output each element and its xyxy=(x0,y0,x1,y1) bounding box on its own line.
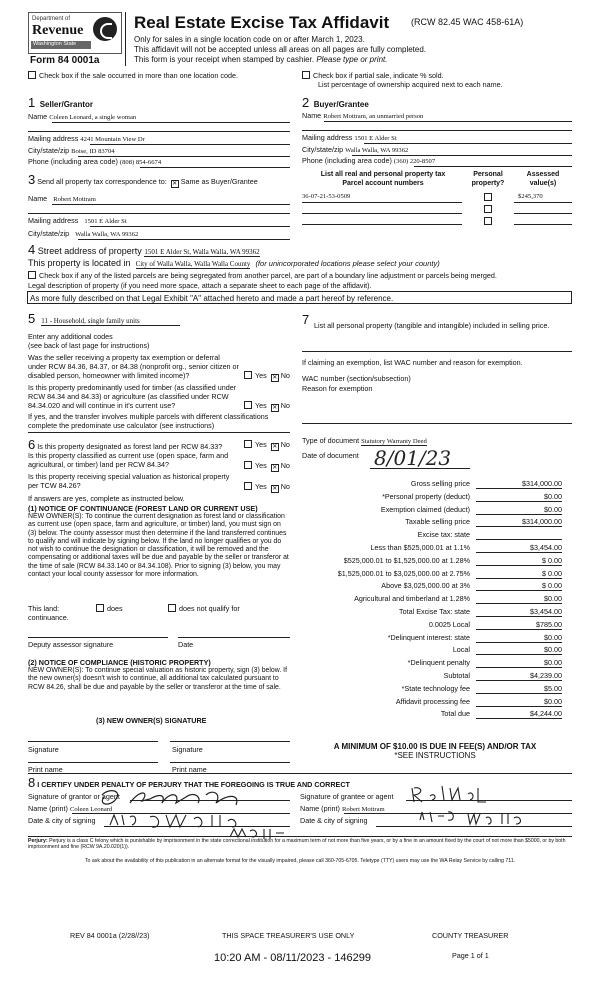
q6a-yes-checkbox[interactable] xyxy=(244,440,252,448)
fee-amount[interactable]: $0.00 xyxy=(476,657,562,668)
doc-date[interactable]: 8/01/23 xyxy=(374,446,452,470)
continuance-label: continuance. xyxy=(28,613,69,622)
q2-no-checkbox[interactable]: ✕ xyxy=(272,405,278,411)
correspondence-label: Send all property tax correspondence to: xyxy=(37,177,167,186)
exemption-question: Was the seller receiving a property tax exemption or deferral under RCW 84.36, 84.37, or 84.38 (nonprofit org., senior citizen or disabled person, homeowner with limited income)? xyxy=(28,353,239,380)
seller-name[interactable]: Coleen Leonard, a single woman xyxy=(49,114,137,121)
fee-row xyxy=(300,491,562,503)
multi-location-checkbox[interactable] xyxy=(28,71,36,79)
fee-amount[interactable]: $0.00 xyxy=(476,491,562,502)
corr-city[interactable]: Walla Walla, WA 99362 xyxy=(75,231,139,238)
timber-question: Is this property predominantly used for timber (as classified under RCW 84.34 and 84.33) or agriculture (as classified under RCW 84.34.020 and will continue in it's current use? xyxy=(28,383,237,410)
fee-label: Subtotal xyxy=(443,671,470,680)
section8-num: 8 xyxy=(28,775,36,790)
fee-label: Gross selling price xyxy=(410,479,470,488)
street-label: Street address of property xyxy=(37,246,142,256)
personal-col-header2: property? xyxy=(471,180,505,187)
fee-amount[interactable]: $314,000.00 xyxy=(476,516,562,527)
assessed-col-header: Assessed xyxy=(526,171,560,178)
fee-label: Total Excise Tax: state xyxy=(399,607,470,616)
fee-row xyxy=(300,683,562,695)
buyer-name[interactable]: Robert Mottram, an unmarried person xyxy=(323,113,424,120)
grantor-name-label: Name (print) xyxy=(28,804,68,813)
same-as-buyer-label: Same as Buyer/Grantee xyxy=(180,177,258,186)
seller-name-label: Name xyxy=(28,112,48,121)
partial-sale-label: Check box if partial sale, indicate % sold. xyxy=(313,71,444,80)
notice-continuance-title: (1) NOTICE OF CONTINUANCE (FOREST LAND OR CURRENT USE) xyxy=(28,504,258,513)
this-land-label: This land: xyxy=(28,604,60,613)
section6-num: 6 xyxy=(28,437,36,452)
q2-yes-checkbox[interactable] xyxy=(244,401,252,409)
assessed-col-header2: value(s) xyxy=(529,180,557,187)
notice-continuance-text: NEW OWNER(S): To continue the current designation as forest land or classification as current use (open space, farm and agriculture, or timber) land, you must sign on (3) below. The county assessor must then determine if the land transferred continues to qualify and will indicate by signing below. If the land no longer qualifies or you do not wish to continue the designation or classification, it will be removed and the compensating or additional taxes will be due and payable by the seller or transferor at the time of sale (RCW 84.33.140 or 84.34.108). Prior to signing (3) below, you may contact your local county assessor for more information. xyxy=(28,513,289,579)
section5-num: 5 xyxy=(28,311,36,326)
q6c-no-label: No xyxy=(280,482,290,491)
legal-description[interactable]: As more fully described on that Legal Exhibit "A" attached hereto and made a part hereof by reference. xyxy=(27,291,572,304)
fee-row xyxy=(300,555,562,567)
fee-label: *Delinquent interest: state xyxy=(387,632,470,642)
fee-row xyxy=(300,478,562,490)
does-not-label: does not qualify for xyxy=(179,604,240,613)
buyer-name-label: Name xyxy=(302,111,322,120)
fee-amount[interactable]: $785.00 xyxy=(476,619,562,630)
personal-property-checkbox-2[interactable] xyxy=(484,205,492,213)
minimum-fee-note: A MINIMUM OF $10.00 IS DUE IN FEE(S) AND/OR TAX xyxy=(333,742,537,751)
fee-label: Local xyxy=(452,645,470,655)
personal-property-checkbox-1[interactable] xyxy=(484,193,492,201)
deputy-signature-label: Deputy assessor signature xyxy=(28,640,114,649)
q6b-yes-label: Yes xyxy=(255,461,267,470)
fee-amount[interactable]: $4,244.00 xyxy=(476,708,562,719)
county-treasurer-label: COUNTY TREASURER xyxy=(432,931,509,940)
grantee-signature-label: Signature of grantee or agent xyxy=(300,792,394,801)
fee-label: $525,000.01 to $1,525,000.00 at 1.28% xyxy=(343,555,470,565)
multi-location-label: Check box if the sale occurred in more than one location code. xyxy=(39,71,238,80)
buyer-city-label: City/state/zip xyxy=(302,145,344,154)
corr-mailing-label: Mailing address xyxy=(28,216,79,225)
parcel-col-header2: Parcel account numbers xyxy=(342,180,424,187)
grantee-date-label: Date & city of signing xyxy=(300,816,368,825)
fee-amount[interactable] xyxy=(476,529,562,540)
corr-city-label: City/state/zip xyxy=(28,229,70,238)
historic-question: Is this property receiving special valuation as historical property per TCW 84.26? xyxy=(28,472,230,490)
fee-amount[interactable]: $4,239.00 xyxy=(476,670,562,681)
buyer-heading: Buyer/Grantee xyxy=(313,100,369,109)
ada-note: To ask about the availability of this publication in an alternate format for the visually impaired, please call 360-705-6705. Teletype (TTY) users may use the WA Relay Service by calling 711. xyxy=(84,858,516,864)
fee-row xyxy=(300,632,562,644)
q2-yes-label: Yes xyxy=(255,401,267,410)
reason-label: Reason for exemption xyxy=(302,384,373,393)
fee-amount[interactable]: $0.00 xyxy=(476,504,562,515)
fee-row xyxy=(300,670,562,682)
property-located[interactable]: City of Walla Walla, Walla Walla County xyxy=(135,260,251,268)
header-line2: This affidavit will not be accepted unless all areas on all pages are fully completed. xyxy=(134,45,427,54)
q6a-no-label: No xyxy=(280,440,290,449)
segregated-label: Check box if any of the listed parcels are being segregated from another parcel, are part of a boundary line adjustment or parcels being merged. xyxy=(39,271,497,280)
grantee-name-label: Name (print) xyxy=(300,804,340,813)
fee-row xyxy=(300,593,562,605)
legal-label: Legal description of property (if you need more space, attach a separate sheet to each page of the affidavit). xyxy=(28,281,372,290)
grantor-name[interactable]: Coleen Leonard xyxy=(69,806,113,813)
q6a-yes-label: Yes xyxy=(255,440,267,449)
personal-col-header: Personal xyxy=(473,171,503,178)
section3-num: 3 xyxy=(28,172,36,187)
parcel-col-header: List all real and personal property tax xyxy=(320,171,446,178)
forest-question: Is this property designated as forest land per RCW 84.33? xyxy=(37,442,223,451)
new-owner-signature-heading: (3) NEW OWNER(S) SIGNATURE xyxy=(96,716,207,725)
wac-label: WAC number (section/subsection) xyxy=(302,374,411,383)
property-street[interactable]: 1501 E Alder St, Walla Walla, WA 99362 xyxy=(144,248,260,256)
fee-amount[interactable]: $0.00 xyxy=(476,696,562,707)
assessed-value[interactable]: $245,370 xyxy=(518,193,543,200)
fee-row xyxy=(300,580,562,592)
section7-num: 7 xyxy=(302,312,310,327)
perjury-label: Perjury: xyxy=(28,838,48,844)
deputy-date-label: Date xyxy=(178,640,194,649)
same-as-buyer-checkbox[interactable]: ✕ xyxy=(172,181,178,187)
fee-amount[interactable]: $0.00 xyxy=(476,644,562,655)
doc-type-label: Type of document xyxy=(302,436,360,445)
treasurer-space-label: THIS SPACE TREASURER'S USE ONLY xyxy=(222,931,355,940)
buyer-city[interactable]: Walla Walla, WA 99362 xyxy=(345,147,409,154)
header-line1: Only for sales in a single location code on or after March 1, 2023. xyxy=(134,35,365,44)
does-label: does xyxy=(107,604,123,613)
add-codes-label: Enter any additional codes xyxy=(28,332,113,341)
grantor-signature-label: Signature of grantor or agent xyxy=(28,792,120,801)
fee-row xyxy=(300,542,562,554)
fee-label: Excise tax: state xyxy=(417,530,470,540)
form-statute: (RCW 82.45 WAC 458-61A) xyxy=(411,17,524,27)
see-back-label: (see back of last page for instructions) xyxy=(28,341,150,350)
fee-label: Less than $525,000.01 at 1.1% xyxy=(370,543,470,552)
logo-top: Department of xyxy=(32,16,71,22)
fee-row xyxy=(300,606,562,618)
q1-no-label: No xyxy=(280,371,290,380)
fee-label: Taxable selling price xyxy=(405,517,470,527)
form-number: Form 84 0001a xyxy=(30,55,100,66)
buyer-mailing-label: Mailing address xyxy=(302,133,353,142)
certify-statement: I CERTIFY UNDER PENALTY OF PERJURY THAT THE FOREGOING IS TRUE AND CORRECT xyxy=(37,780,350,789)
logo-main: Revenue xyxy=(32,23,84,38)
owner-print-label-1: Print name xyxy=(28,765,63,774)
segregated-checkbox[interactable] xyxy=(28,271,36,279)
fee-amount[interactable]: $314,000.00 xyxy=(476,478,562,489)
fee-label: *Personal property (deduct) xyxy=(382,491,470,501)
buyer-phone-label: Phone (including area code) xyxy=(302,156,392,165)
seller-phone[interactable]: (808) 854-6674 xyxy=(119,159,162,166)
q6c-yes-label: Yes xyxy=(255,482,267,491)
receipt-stamp: 10:20 AM - 08/11/2023 - 146299 xyxy=(214,952,371,964)
page-number: Page 1 of 1 xyxy=(452,951,489,960)
header-line3b: Please type or print. xyxy=(316,55,388,64)
fee-amount[interactable]: $ 0.00 xyxy=(476,580,562,591)
corr-name-label: Name xyxy=(28,194,48,203)
fee-label: Exemption claimed (deduct) xyxy=(380,504,470,514)
corr-name[interactable]: Robert Mottram xyxy=(53,196,96,203)
fee-label: Agricultural and timberland at 1.28% xyxy=(354,594,470,604)
owner-signature-label-1: Signature xyxy=(28,745,59,754)
header-line3a: This form is your receipt when stamped by cashier. xyxy=(134,55,315,64)
q1-yes-label: Yes xyxy=(255,371,267,380)
fee-amount[interactable]: $5.00 xyxy=(476,683,562,694)
fee-amount[interactable]: $0.00 xyxy=(476,593,562,604)
fee-amount[interactable]: $ 0.00 xyxy=(476,568,562,579)
q2-no-label: No xyxy=(280,401,290,410)
fee-row xyxy=(300,568,562,580)
seller-mailing[interactable]: 4241 Mountain View Dr xyxy=(80,136,145,143)
q6a-no-checkbox[interactable]: ✕ xyxy=(272,444,278,450)
multi-parcel-note: If yes, and the transfer involves multiple parcels with different classifications complete the predominate use calculator (see instructions) xyxy=(28,412,269,430)
doc-type[interactable]: Statutory Warranty Deed xyxy=(361,438,427,445)
located-note: (for unincorporated locations please select your county) xyxy=(255,259,440,268)
q1-yes-checkbox[interactable] xyxy=(244,371,252,379)
partial-sale-checkbox[interactable] xyxy=(302,71,310,79)
notice-compliance-title: (2) NOTICE OF COMPLIANCE (HISTORIC PROPERTY) xyxy=(28,658,211,667)
parcel-number[interactable]: 36-07-21-53-0509 xyxy=(302,193,351,200)
fee-label: *Delinquent penalty xyxy=(407,658,470,668)
q1-no-checkbox[interactable]: ✕ xyxy=(272,375,278,381)
q6c-no-checkbox[interactable]: ✕ xyxy=(272,486,278,492)
grantee-name[interactable]: Robert Mottram xyxy=(341,806,385,813)
does-not-checkbox[interactable] xyxy=(168,604,176,612)
fee-amount[interactable]: $3,454.00 xyxy=(476,606,562,617)
fee-label: Affidavit processing fee xyxy=(395,696,470,706)
fee-row xyxy=(300,504,562,516)
revenue-logo xyxy=(28,12,122,54)
does-checkbox[interactable] xyxy=(96,604,104,612)
if-yes-label: If answers are yes, complete as instructed below. xyxy=(28,494,185,503)
current-use-question: Is this property classified as current use (open space, farm and agricultural, or timber) land per RCW 84.34? xyxy=(28,451,229,469)
section4-num: 4 xyxy=(28,242,36,257)
fee-row xyxy=(300,516,562,528)
grantor-date-label: Date & city of signing xyxy=(28,816,96,825)
q6b-no-checkbox[interactable]: ✕ xyxy=(272,465,278,471)
seller-city[interactable]: Boise, ID 83704 xyxy=(71,148,115,155)
fee-row xyxy=(300,657,562,669)
owner-print-label-2: Print name xyxy=(172,765,207,774)
fee-label: $1,525,000.01 to $3,025,000.00 at 2.75% xyxy=(337,568,470,578)
fee-label: 0.0025 Local xyxy=(428,619,470,629)
corr-mailing[interactable]: 1501 E Alder St xyxy=(84,218,127,225)
partial-sale-note: List percentage of ownership acquired next to each name. xyxy=(318,80,503,89)
fee-row xyxy=(300,529,562,541)
personal-property-label: List all personal property (tangible and intangible) included in selling price. xyxy=(314,321,550,330)
property-use[interactable]: 11 - Household, single family units xyxy=(41,317,180,326)
logo-sub: Washington State xyxy=(33,41,77,47)
see-instructions: *SEE INSTRUCTIONS xyxy=(394,751,476,760)
buyer-phone[interactable]: (360) 220-8507 xyxy=(393,158,436,165)
doc-date-label: Date of document xyxy=(302,451,359,460)
fee-amount[interactable]: $3,454.00 xyxy=(476,542,562,553)
personal-property-checkbox-3[interactable] xyxy=(484,217,492,225)
fee-amount[interactable]: $ 0.00 xyxy=(476,555,562,566)
fee-row xyxy=(300,696,562,708)
notice-compliance-text: NEW OWNER(S): To continue special valuation as historic property, sign (3) below. If the new owner(s) doesn't wish to continue, all additional tax calculated pursuant to RCW 84.26, shall be due and payable by the seller or transferor at the time of sale. xyxy=(28,667,288,691)
perjury-text: Perjury is a class C felony which is punishable by imprisonment in the state correctional institution for a maximum term of not more than five years, or by a fine in an amount fixed by the court of not more than $5000, or by both imprisonment and fine (RCW 9A.20.020(1)). xyxy=(28,838,566,851)
fee-amount[interactable]: $0.00 xyxy=(476,632,562,643)
seller-city-label: City/state/zip xyxy=(28,146,70,155)
fee-label: Total due xyxy=(440,709,470,719)
buyer-mailing[interactable]: 1501 E Alder St xyxy=(354,135,397,142)
fee-row xyxy=(300,708,562,720)
section2-num: 2 xyxy=(302,95,310,110)
q6c-yes-checkbox[interactable] xyxy=(244,482,252,490)
grantee-signature[interactable] xyxy=(408,784,568,832)
fee-row xyxy=(300,644,562,656)
q6b-yes-checkbox[interactable] xyxy=(244,461,252,469)
fee-row xyxy=(300,619,562,631)
seller-mailing-label: Mailing address xyxy=(28,134,79,143)
revision-number: REV 84 0001a (2/28//23) xyxy=(70,931,150,940)
section1-num: 1 xyxy=(28,95,36,110)
q6b-no-label: No xyxy=(280,461,290,470)
logo-emblem-icon xyxy=(93,17,117,41)
owner-signature-label-2: Signature xyxy=(172,745,203,754)
located-label: This property is located in xyxy=(28,258,131,268)
seller-heading: Seller/Grantor xyxy=(39,100,94,109)
fee-label: *State technology fee xyxy=(401,683,470,693)
form-title: Real Estate Excise Tax Affidavit xyxy=(134,13,390,32)
exemption-label: If claiming an exemption, list WAC number and reason for exemption. xyxy=(302,358,523,367)
seller-phone-label: Phone (including area code) xyxy=(28,157,118,166)
fee-label: Above $3,025,000.00 at 3% xyxy=(381,581,470,591)
